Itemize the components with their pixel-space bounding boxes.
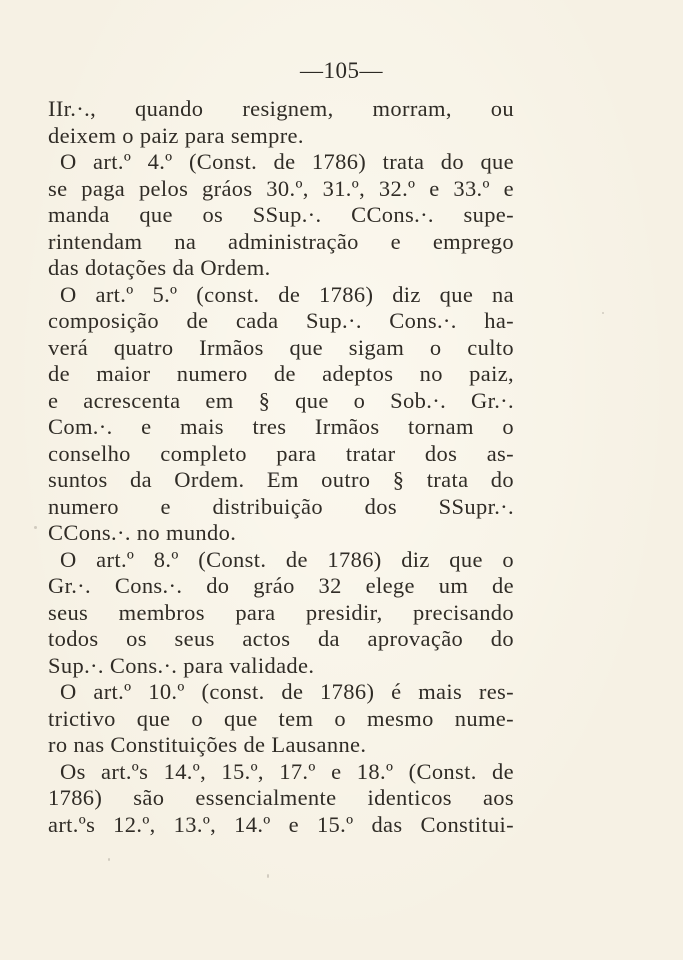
paper-speck (108, 858, 110, 861)
text-line: Gr.·. Cons.·. do gráo 32 elege um de (48, 573, 514, 598)
text-line: composição de cada Sup.·. Cons.·. ha- (48, 308, 514, 333)
page-number: —105— (300, 58, 383, 83)
text-line: ro nas Constituições de Lausanne. (48, 732, 367, 757)
text-line: 1786) são essencialmente identicos aos (48, 785, 514, 810)
text-line: verá quatro Irmãos que sigam o culto (48, 334, 514, 360)
text-line: conselho completo para tratar dos as- (48, 440, 514, 466)
text-line: Os art.ºs 14.º, 15.º, 17.º e 18.º (Const. de (60, 758, 514, 784)
text-line: das dotações da Ordem. (48, 255, 271, 280)
text-line: de maior numero de adeptos no paiz, (48, 361, 514, 386)
text-line: Com.·. e mais tres Irmãos tornam o (48, 414, 514, 439)
text-line: Sup.·. Cons.·. para validade. (48, 652, 315, 678)
paper-speck (602, 312, 604, 314)
text-line: e acrescenta em § que o Sob.·. Gr.·. (48, 387, 514, 413)
text-line: art.ºs 12.º, 13.º, 14.º e 15.º das Constitui- (48, 811, 514, 837)
text-line: CCons.·. no mundo. (48, 520, 237, 545)
text-line: deixem o paiz para sempre. (48, 122, 304, 148)
text-line: todos os seus actos da aprovação do (48, 626, 514, 651)
text-line: manda que os SSup.·. CCons.·. supe- (48, 202, 514, 227)
text-line: O art.º 5.º (const. de 1786) diz que na (60, 281, 514, 307)
text-line: O art.º 4.º (Const. de 1786) trata do que (60, 149, 514, 174)
text-line: se paga pelos gráos 30.º, 31.º, 32.º e 33.º e (48, 175, 514, 201)
text-line: IIr.·., quando resignem, morram, ou (48, 96, 514, 121)
paper-speck (34, 526, 37, 529)
text-line: rintendam na administração e emprego (48, 228, 514, 254)
text-line: suntos da Ordem. Em outro § trata do (48, 467, 514, 492)
body-text (48, 96, 514, 838)
text-line: trictivo que o que tem o mesmo nume- (48, 705, 514, 731)
text-line: seus membros para presidir, precisando (48, 599, 514, 625)
text-line: O art.º 8.º (Const. de 1786) diz que o (60, 546, 514, 572)
text-line: numero e distribuição dos SSupr.·. (48, 493, 514, 519)
text-line: O art.º 10.º (const. de 1786) é mais res- (60, 679, 514, 704)
paper-speck (267, 874, 269, 878)
